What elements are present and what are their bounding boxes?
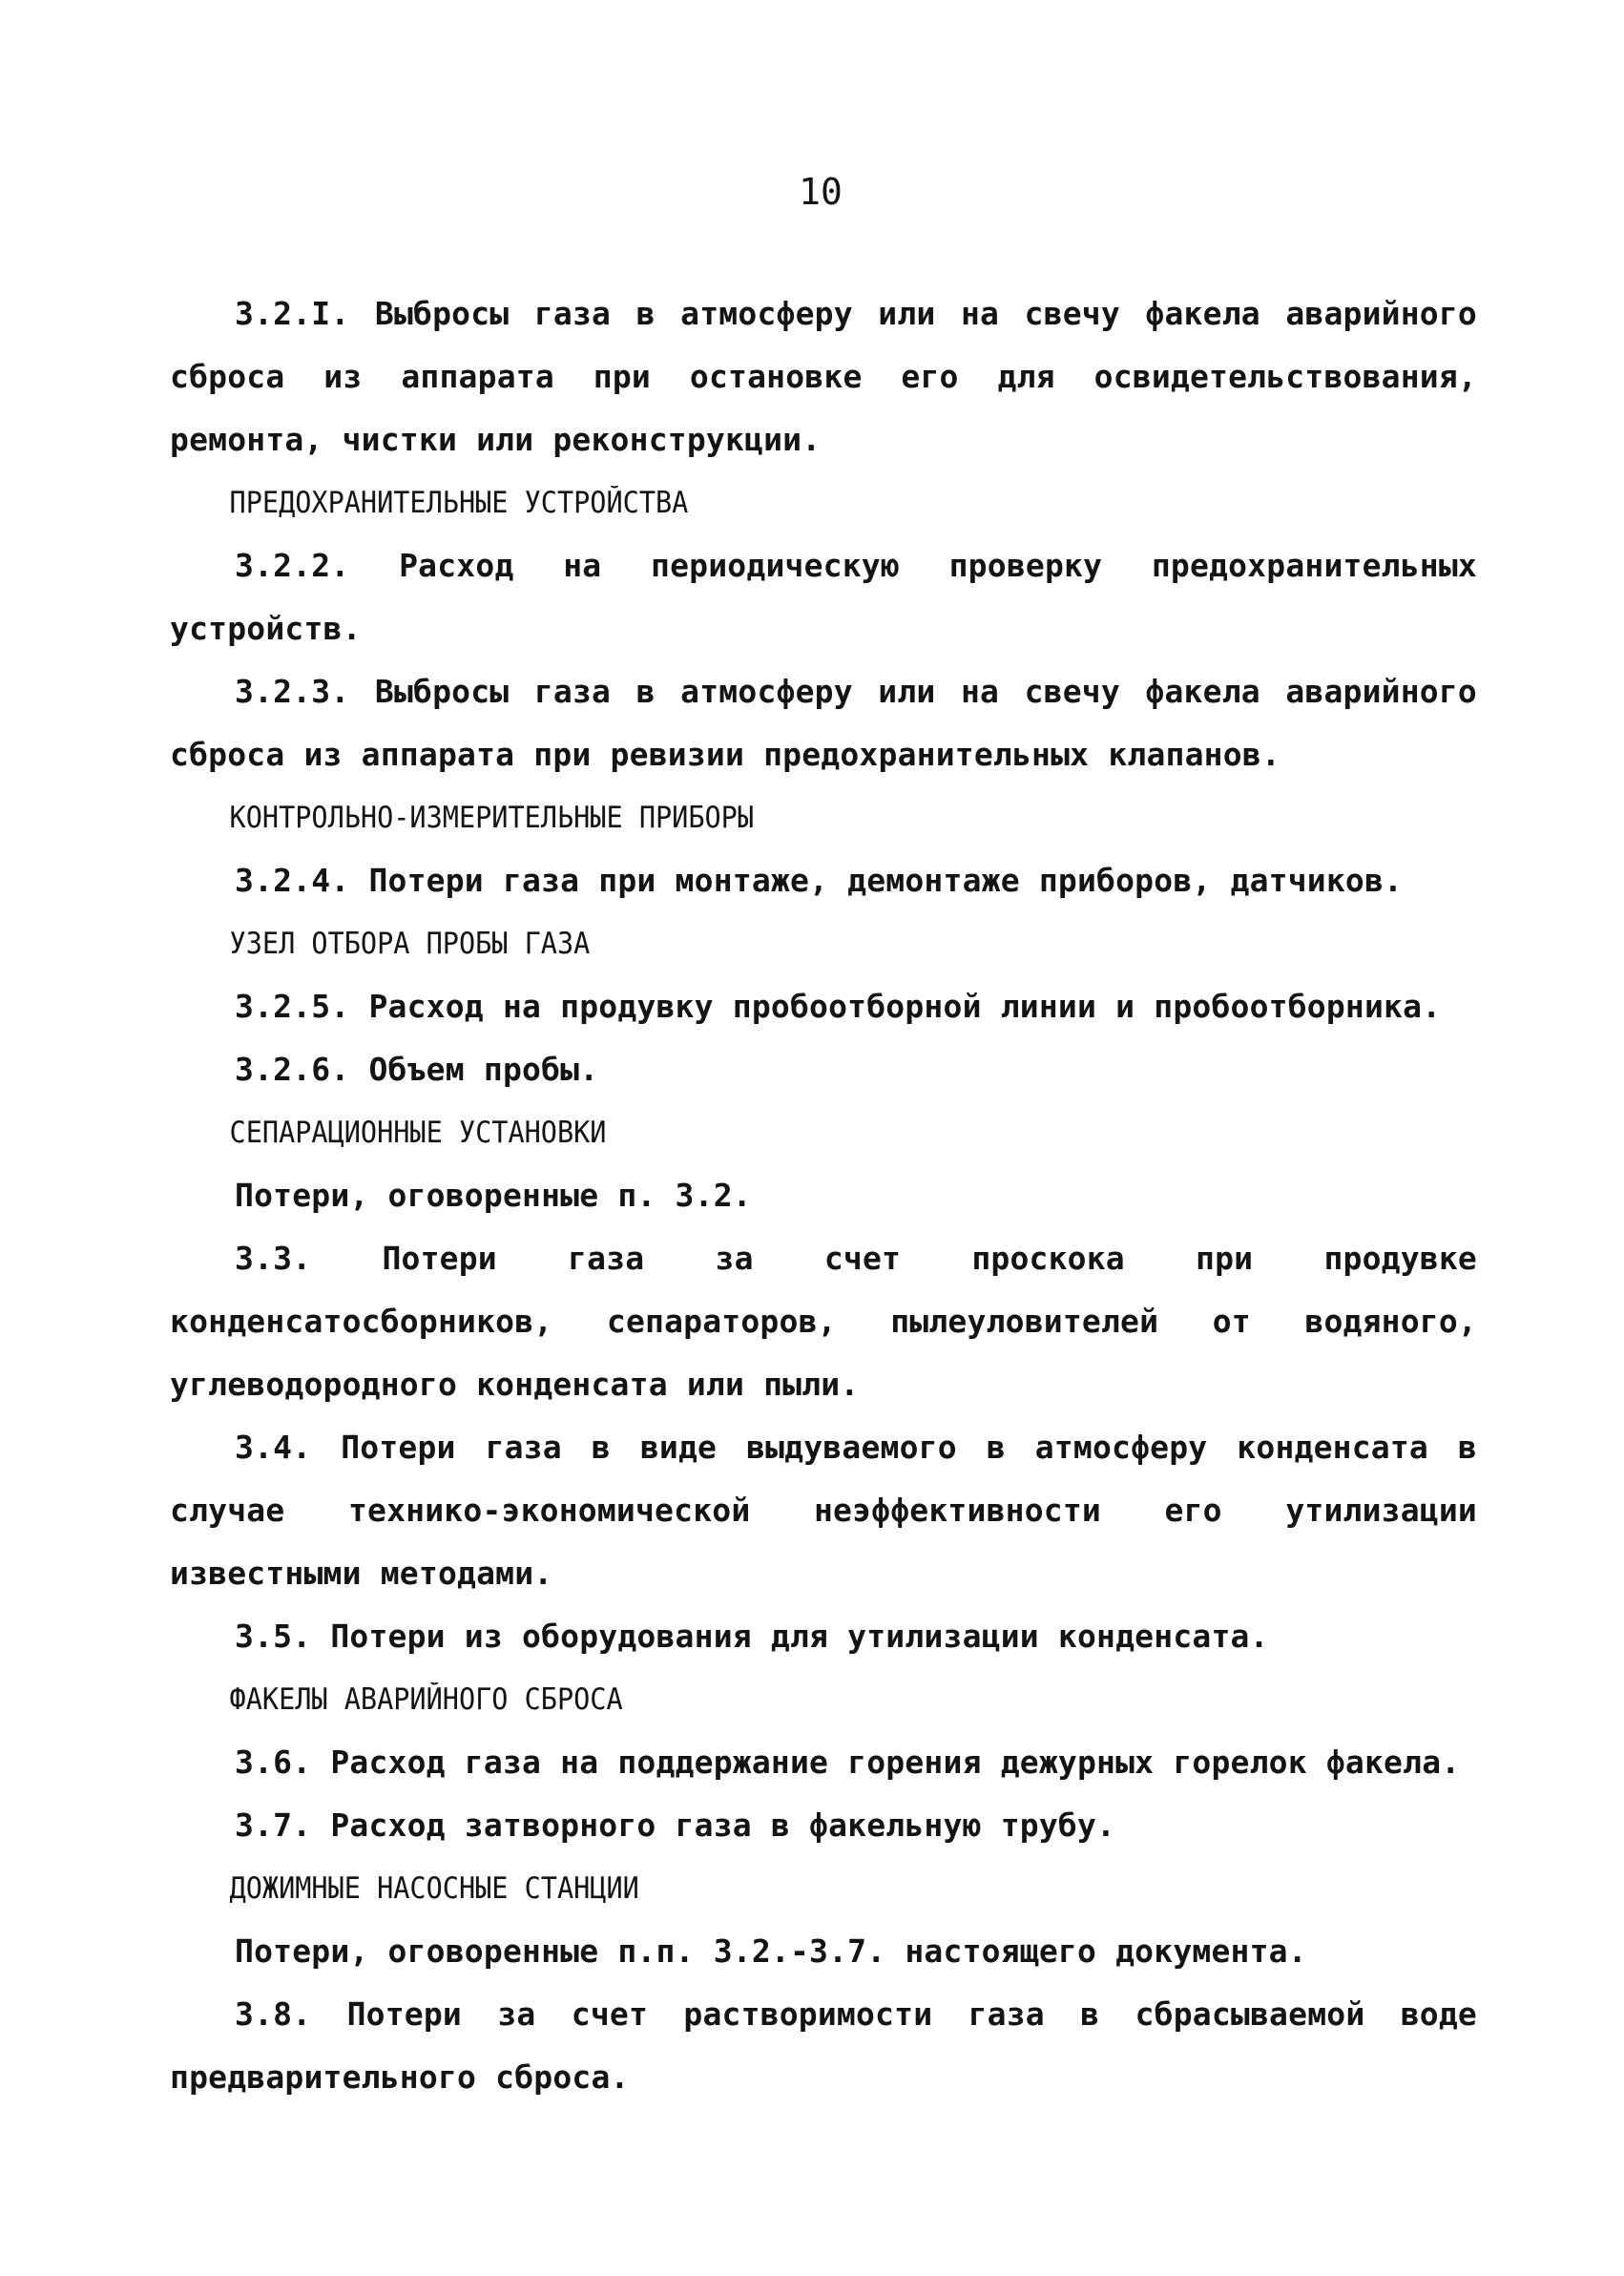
section-heading-sampling-unit: УЗЕЛ ОТБОРА ПРОБЫ ГАЗА bbox=[229, 927, 591, 961]
paragraph-3-2-4: 3.2.4. Потери газа при монтаже, демонтаже приборов, датчиков. bbox=[235, 862, 1404, 899]
paragraph-3-2-5: 3.2.5. Расход на продувку пробоотборной линии и пробоотборника. bbox=[235, 988, 1442, 1025]
section-heading-instruments: КОНТРОЛЬНО-ИЗМЕРИТЕЛЬНЫЕ ПРИБОРЫ bbox=[229, 801, 755, 835]
paragraph-3-8: 3.8. Потери за счет растворимости газа в сбрасываемой воде предварительного сброса. bbox=[170, 1995, 1477, 2096]
paragraph-3-3: 3.3. Потери газа за счет проскока при продувке конденсатосборников, сепараторов, пылеуловителей от водяного, углеводородного конденсата или пыли. bbox=[170, 1240, 1477, 1403]
section-heading-separation-units: СЕПАРАЦИОННЫЕ УСТАНОВКИ bbox=[229, 1116, 607, 1150]
section-heading-flares: ФАКЕЛЫ АВАРИЙНОГО СБРОСА bbox=[229, 1682, 623, 1717]
paragraph-3-2-2: 3.2.2. Расход на периодическую проверку предохранительных устройств. bbox=[170, 547, 1477, 647]
paragraph-3-2-6: 3.2.6. Объем пробы. bbox=[235, 1051, 599, 1088]
paragraph-losses-3-2: Потери, оговоренные п. 3.2. bbox=[235, 1177, 752, 1214]
paragraph-3-2-3: 3.2.3. Выбросы газа в атмосферу или на свечу факела аварийного сброса из аппарата при ревизии предохранительных клапанов. bbox=[170, 673, 1477, 773]
paragraph-3-6: 3.6. Расход газа на поддержание горения дежурных горелок факела. bbox=[235, 1744, 1461, 1781]
paragraph-losses-3-2-3-7: Потери, оговоренные п.п. 3.2.-3.7. настоящего документа. bbox=[235, 1932, 1307, 1970]
paragraph-3-5: 3.5. Потери из оборудования для утилизации конденсата. bbox=[235, 1618, 1269, 1655]
section-heading-safety-devices: ПРЕДОХРАНИТЕЛЬНЫЕ УСТРОЙСТВА bbox=[229, 486, 689, 520]
paragraph-3-7: 3.7. Расход затворного газа в факельную трубу. bbox=[235, 1806, 1116, 1844]
page-number: 10 bbox=[799, 171, 843, 213]
paragraph-3-2-1: 3.2.I. Выбросы газа в атмосферу или на свечу факела аварийного сброса из аппарата при остановке его для освидетельствования, ремонта, чистки или реконструкции. bbox=[170, 295, 1477, 458]
section-heading-booster-stations: ДОЖИМНЫЕ НАСОСНЫЕ СТАНЦИИ bbox=[229, 1871, 639, 1906]
paragraph-3-4: 3.4. Потери газа в виде выдуваемого в атмосферу конденсата в случае технико-экономической неэффективности его утилизации известными методами. bbox=[170, 1429, 1477, 1592]
document-body bbox=[170, 282, 1477, 2109]
